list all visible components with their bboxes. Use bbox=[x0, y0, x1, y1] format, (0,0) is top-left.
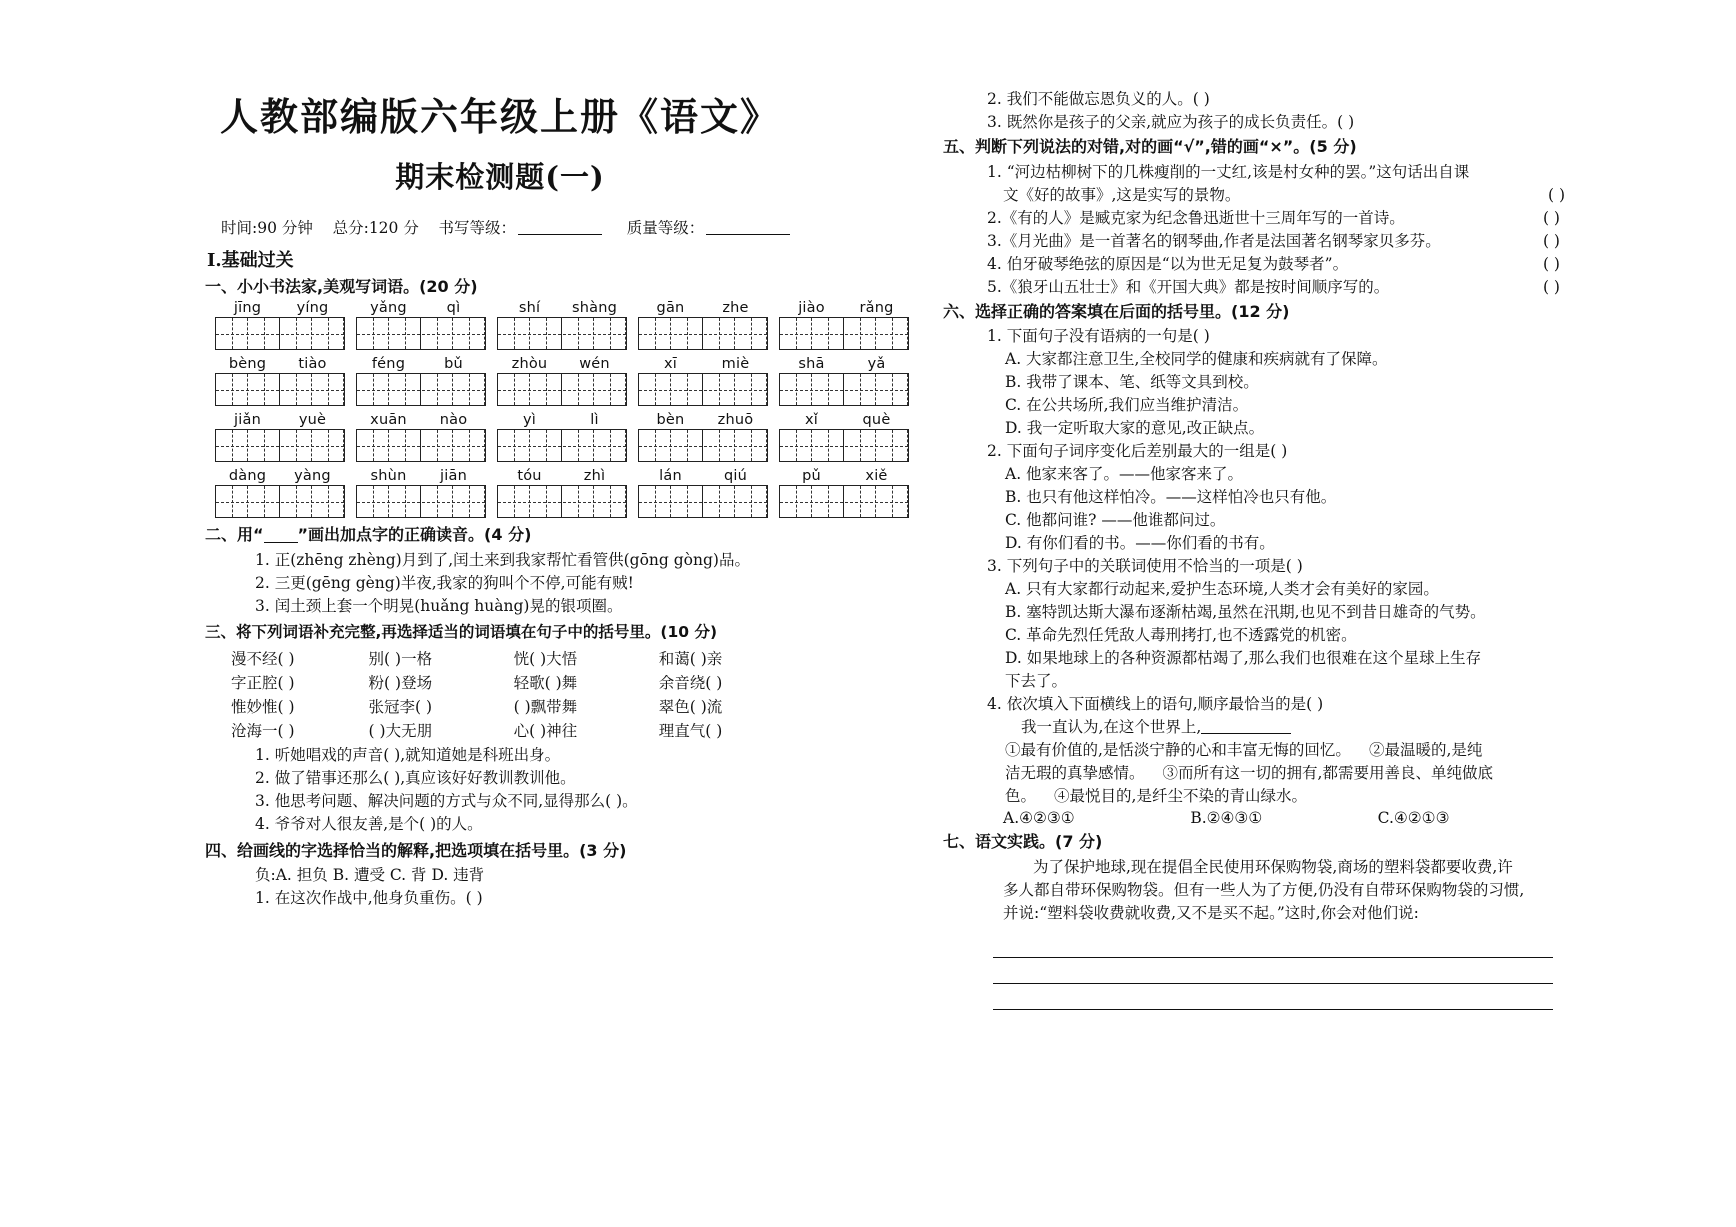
meta-quality-label: 质量等级： bbox=[626, 218, 705, 237]
underline-sample bbox=[264, 542, 298, 543]
pinyin-label: nào bbox=[439, 412, 468, 429]
q2-option[interactable]: A. 他家来客了。——他家客来了。 bbox=[1005, 465, 1244, 484]
truefalse-blank[interactable]: ( ) bbox=[1542, 231, 1560, 250]
q1-option[interactable]: B. 我带了课本、笔、纸等文具到校。 bbox=[1005, 373, 1259, 392]
q4-choices bbox=[1003, 809, 1565, 827]
pinyin-row bbox=[215, 412, 891, 462]
q4-choice[interactable]: B.②④③① bbox=[1190, 809, 1263, 828]
q3-option[interactable]: B. 塞特凯达斯大瀑布逐渐枯竭,虽然在汛期,也见不到昔日雄奇的气势。 bbox=[1005, 603, 1486, 622]
cell-hline bbox=[216, 390, 344, 391]
idiom-cell[interactable]: 和蔼( )亲 bbox=[658, 649, 723, 668]
tianzige-cells[interactable] bbox=[638, 317, 768, 350]
pinyin-group bbox=[356, 468, 486, 518]
right-column bbox=[943, 88, 1565, 1010]
q4-part: ①最有价值的,是恬淡宁静的心和丰富无悔的回忆。 bbox=[1005, 741, 1351, 760]
idiom-cell[interactable]: 余音绕( ) bbox=[658, 673, 723, 692]
pinyin-labels bbox=[356, 300, 486, 316]
pinyin-row bbox=[215, 300, 894, 350]
tianzige-cells[interactable] bbox=[497, 373, 627, 406]
q3-option[interactable]: D. 如果地球上的各种资源都枯竭了,那么我们也很难在这个星球上生存 bbox=[1005, 649, 1482, 668]
pinyin-label: jiào bbox=[798, 300, 825, 317]
section-5-item-text: 5.《狼牙山五壮士》和《开国大典》都是按时间顺序写的。 bbox=[987, 277, 1390, 296]
pinyin-group bbox=[497, 468, 627, 518]
section-5-item-text: 1. “河边枯柳树下的几株瘦削的一丈红,该是村女种的罢。”这句话出自课 bbox=[987, 162, 1470, 181]
section-5-item-cont bbox=[1003, 184, 1565, 206]
page-subtitle: 期末检测题(一) bbox=[395, 159, 605, 194]
cell-hline bbox=[357, 446, 485, 447]
tianzige-cells[interactable] bbox=[779, 429, 909, 462]
idiom-table bbox=[231, 646, 785, 742]
exam-meta bbox=[221, 216, 785, 238]
idiom-row bbox=[231, 646, 785, 670]
pinyin-labels bbox=[638, 300, 768, 316]
tianzige-cells[interactable] bbox=[215, 373, 345, 406]
pinyin-label: dàng bbox=[228, 468, 267, 485]
tianzige-cells[interactable] bbox=[356, 485, 486, 518]
pinyin-label: rǎng bbox=[859, 300, 894, 317]
cell-hline bbox=[216, 334, 344, 335]
pinyin-label: gān bbox=[656, 300, 685, 317]
q2-stem: 2. 下面句子词序变化后差别最大的一组是( ) bbox=[987, 442, 1288, 461]
pinyin-group bbox=[215, 412, 345, 462]
cell-hline bbox=[357, 390, 485, 391]
pinyin-label: zhì bbox=[583, 468, 606, 485]
pinyin-label: yǎ bbox=[867, 356, 886, 373]
pinyin-labels bbox=[215, 412, 345, 428]
pinyin-label: shàng bbox=[571, 300, 618, 317]
pinyin-label: pǔ bbox=[802, 468, 821, 485]
q4-part: 洁无瑕的真挚感情。 bbox=[1005, 764, 1145, 783]
tianzige-cells[interactable] bbox=[497, 485, 627, 518]
q1-options bbox=[965, 348, 1565, 439]
pinyin-labels bbox=[638, 412, 768, 428]
pinyin-group bbox=[497, 412, 627, 462]
tianzige-cells[interactable] bbox=[356, 429, 486, 462]
idiom-cell[interactable]: 沧海一( ) bbox=[231, 721, 295, 740]
section-2-heading bbox=[205, 524, 785, 546]
section-3-heading: 三、将下列词语补充完整,再选择适当的词语填在句子中的括号里。(10 分) bbox=[205, 622, 718, 641]
idiom-cell[interactable]: 恍( )大悟 bbox=[513, 649, 578, 668]
pinyin-group bbox=[779, 412, 909, 462]
tianzige-cells[interactable] bbox=[497, 429, 627, 462]
section-1-heading: 一、小小书法家,美观写词语。(20 分) bbox=[205, 276, 478, 296]
tianzige-cells[interactable] bbox=[638, 429, 768, 462]
q4-part: ②最温暖的,是纯 bbox=[1368, 741, 1483, 760]
pinyin-label: lán bbox=[659, 468, 682, 485]
pinyin-labels bbox=[497, 356, 627, 372]
cell-hline bbox=[357, 502, 485, 503]
section-2-heading-b: ”画出加点字的正确读音。(4 分) bbox=[297, 525, 532, 545]
idiom-cell[interactable]: 别( )一格 bbox=[368, 649, 433, 668]
idiom-cell[interactable]: ( )大无朋 bbox=[368, 721, 433, 740]
pinyin-label: bǔ bbox=[444, 356, 463, 373]
section-5-items bbox=[965, 161, 1565, 298]
pinyin-group bbox=[638, 356, 768, 406]
section-3-sentence[interactable]: 2. 做了错事还那么( ),真应该好好教训教训他。 bbox=[255, 768, 576, 787]
pinyin-label: qiú bbox=[723, 468, 748, 485]
section-3-sentence[interactable]: 4. 爷爷对人很友善,是个( )的人。 bbox=[255, 814, 483, 833]
q4-choice[interactable]: C.④②①③ bbox=[1377, 809, 1450, 828]
pinyin-labels bbox=[779, 300, 909, 316]
pinyin-labels bbox=[215, 300, 345, 316]
q4-lead-text: 我一直认为,在这个世界上, bbox=[1021, 718, 1202, 737]
pinyin-label: wén bbox=[579, 356, 610, 373]
q4-stem: 4. 依次填入下面横线上的语句,顺序最恰当的是( ) bbox=[987, 695, 1324, 714]
section-2-heading-a: 二、用“ bbox=[205, 525, 264, 545]
tianzige-cells[interactable] bbox=[779, 373, 909, 406]
pinyin-labels bbox=[356, 356, 486, 372]
cell-hline bbox=[639, 446, 767, 447]
pinyin-group bbox=[356, 412, 486, 462]
answer-line[interactable] bbox=[993, 932, 1553, 958]
tianzige-cells[interactable] bbox=[215, 317, 345, 350]
section-2-items bbox=[215, 549, 785, 617]
section-2-item[interactable]: 1. 正(zhēng zhèng)月到了,闰土来到我家帮忙看管供(gōng gòng)品。 bbox=[255, 550, 750, 569]
section-5-item[interactable] bbox=[987, 276, 1565, 298]
pinyin-label: féng bbox=[371, 356, 406, 373]
cell-hline bbox=[639, 502, 767, 503]
truefalse-blank[interactable]: ( ) bbox=[1542, 208, 1560, 227]
pinyin-label: zhòu bbox=[511, 356, 548, 373]
idiom-row bbox=[231, 694, 785, 718]
cell-hline bbox=[780, 446, 908, 447]
pinyin-row bbox=[215, 356, 886, 406]
pinyin-label: jīng bbox=[233, 300, 262, 317]
section-7-line: 为了保护地球,现在提倡全民使用环保购物袋,商场的塑料袋都要收费,许 bbox=[1033, 857, 1513, 876]
pinyin-group bbox=[356, 300, 486, 350]
tianzige-cells[interactable] bbox=[215, 485, 345, 518]
meta-time: 时间:90 分钟 bbox=[221, 218, 313, 237]
section-7-line: 多人都自带环保购物袋。但有一些人为了方便,仍没有自带环保购物袋的习惯, bbox=[1003, 880, 1525, 899]
pinyin-group bbox=[356, 356, 486, 406]
cell-hline bbox=[780, 502, 908, 503]
section-3-sentence[interactable]: 1. 听她唱戏的声音( ),就知道她是科班出身。 bbox=[255, 745, 561, 764]
left-column bbox=[205, 94, 894, 910]
pinyin-group bbox=[638, 468, 768, 518]
pinyin-label: xǐ bbox=[804, 412, 818, 429]
tianzige-cells[interactable] bbox=[779, 485, 909, 518]
cell-hline bbox=[639, 334, 767, 335]
pinyin-group bbox=[215, 356, 345, 406]
pinyin-labels bbox=[779, 412, 909, 428]
section-4-gloss: 负:A. 担负 B. 遭受 C. 背 D. 违背 bbox=[255, 866, 485, 885]
section-2-item[interactable]: 3. 闰土颈上套一个明晃(huǎng huàng)晃的银项圈。 bbox=[255, 596, 623, 615]
pinyin-label: bèng bbox=[228, 356, 267, 373]
pinyin-group bbox=[638, 300, 768, 350]
pinyin-label: shùn bbox=[370, 468, 407, 485]
pinyin-labels bbox=[638, 468, 768, 484]
pinyin-label: shā bbox=[798, 356, 825, 373]
pinyin-group bbox=[779, 468, 909, 518]
section-6-heading: 六、选择正确的答案填在后面的括号里。(12 分) bbox=[943, 301, 1290, 321]
section-3-sentences bbox=[215, 744, 785, 835]
q1-option[interactable]: C. 在公共场所,我们应当维护清洁。 bbox=[1005, 396, 1249, 415]
pinyin-label: xuān bbox=[370, 412, 407, 429]
section-4-item-2: 2. 我们不能做忘恩负义的人。( ) bbox=[987, 90, 1210, 108]
pinyin-grid-block bbox=[215, 300, 894, 518]
cell-hline bbox=[216, 446, 344, 447]
cell-hline bbox=[498, 390, 626, 391]
q4-parts bbox=[965, 739, 1565, 807]
pinyin-labels bbox=[779, 356, 909, 372]
idiom-cell[interactable]: 翠色( )流 bbox=[658, 697, 723, 716]
pinyin-labels bbox=[638, 356, 768, 372]
pinyin-label: xiě bbox=[865, 468, 888, 485]
cell-hline bbox=[498, 446, 626, 447]
section-4-heading: 四、给画线的字选择恰当的解释,把选项填在括号里。(3 分) bbox=[205, 840, 627, 860]
cell-hline bbox=[216, 502, 344, 503]
answer-line[interactable] bbox=[993, 958, 1553, 984]
section-4-item-1: 1. 在这次作战中,他身负重伤。( ) bbox=[255, 889, 483, 908]
section-7-heading: 七、语文实践。(7 分) bbox=[943, 832, 1103, 852]
q2-options bbox=[965, 463, 1565, 554]
pinyin-label: qì bbox=[446, 300, 461, 317]
pinyin-label: xī bbox=[663, 356, 677, 373]
pinyin-label: miè bbox=[721, 356, 750, 373]
q3-options bbox=[965, 578, 1565, 692]
q1-option[interactable]: A. 大家都注意卫生,全校同学的健康和疾病就有了保障。 bbox=[1005, 350, 1388, 369]
pinyin-labels bbox=[497, 468, 627, 484]
tianzige-cells[interactable] bbox=[638, 485, 768, 518]
q4-part: ③而所有这一切的拥有,都需要用善良、单纯做底 bbox=[1162, 764, 1493, 783]
section-5-item[interactable] bbox=[987, 161, 1565, 183]
answer-line[interactable] bbox=[993, 984, 1553, 1010]
q4-part-line bbox=[1005, 785, 1565, 807]
q4-part-line bbox=[1005, 762, 1565, 784]
pinyin-group bbox=[779, 300, 909, 350]
pinyin-label: tiào bbox=[298, 356, 327, 373]
pinyin-label: bèn bbox=[656, 412, 685, 429]
section-7-body bbox=[965, 856, 1565, 924]
idiom-cell[interactable]: ( )飘带舞 bbox=[513, 697, 578, 716]
pinyin-group bbox=[497, 300, 627, 350]
idiom-cell[interactable]: 心( )神往 bbox=[513, 721, 578, 740]
cell-hline bbox=[780, 334, 908, 335]
section-7-line: 并说:“塑料袋收费就收费,又不是买不起。”这时,你会对他们说: bbox=[1003, 903, 1419, 922]
q1-option[interactable]: D. 我一定听取大家的意见,改正缺点。 bbox=[1005, 419, 1265, 438]
q1-stem: 1. 下面句子没有语病的一句是( ) bbox=[987, 327, 1210, 346]
pinyin-label: yǎng bbox=[370, 300, 407, 317]
truefalse-blank[interactable]: ( ) bbox=[1547, 185, 1565, 204]
pinyin-labels bbox=[779, 468, 909, 484]
q4-part: 色。 bbox=[1005, 787, 1037, 806]
cell-hline bbox=[780, 390, 908, 391]
q3-option[interactable]: A. 只有大家都行动起来,爱护生态环境,人类才会有美好的家园。 bbox=[1005, 580, 1439, 599]
pinyin-row bbox=[215, 468, 888, 518]
idiom-row bbox=[231, 670, 785, 694]
idiom-cell[interactable]: 张冠李( ) bbox=[368, 697, 433, 716]
q2-option[interactable]: D. 有你们看的书。——你们看的书有。 bbox=[1005, 534, 1275, 553]
pinyin-label: yì bbox=[522, 412, 536, 429]
pinyin-group bbox=[215, 468, 345, 518]
section-5-item[interactable] bbox=[987, 253, 1565, 275]
idiom-cell[interactable]: 漫不经( ) bbox=[231, 649, 295, 668]
pinyin-group bbox=[638, 412, 768, 462]
tianzige-cells[interactable] bbox=[779, 317, 909, 350]
q4-choice[interactable]: A.④②③① bbox=[1003, 809, 1075, 828]
pinyin-labels bbox=[356, 468, 486, 484]
pinyin-label: tóu bbox=[517, 468, 542, 485]
section-5-item[interactable] bbox=[987, 207, 1565, 229]
truefalse-blank[interactable]: ( ) bbox=[1542, 254, 1560, 273]
meta-writing-label: 书写等级： bbox=[438, 218, 517, 237]
q4-part: ④最悦目的,是纤尘不染的青山绿水。 bbox=[1054, 787, 1307, 806]
pinyin-labels bbox=[215, 468, 345, 484]
pinyin-group bbox=[779, 356, 909, 406]
section-4-item-3: 3. 既然你是孩子的父亲,就应为孩子的成长负责任。( ) bbox=[987, 113, 1355, 131]
cell-hline bbox=[498, 334, 626, 335]
section-5-item-text: 4. 伯牙破琴绝弦的原因是“以为世无足复为鼓琴者”。 bbox=[987, 254, 1349, 273]
pinyin-label: jiān bbox=[440, 468, 467, 485]
q2-option[interactable]: C. 他都问谁? ——他谁都问过。 bbox=[1005, 511, 1226, 530]
writing-grade-blank[interactable] bbox=[518, 234, 602, 235]
idiom-cell[interactable]: 惟妙惟( ) bbox=[231, 697, 295, 716]
pinyin-label: zhe bbox=[722, 300, 749, 317]
cell-hline bbox=[639, 390, 767, 391]
section-5-heading: 五、判断下列说法的对错,对的画“√”,错的画“×”。(5 分) bbox=[943, 137, 1357, 156]
section-5-item-text: 3.《月光曲》是一首著名的钢琴曲,作者是法国著名钢琴家贝多芬。 bbox=[987, 231, 1441, 250]
q3-option[interactable]: 下去了。 bbox=[1005, 672, 1068, 691]
section-3-sentence[interactable]: 3. 他思考问题、解决问题的方式与众不同,显得那么( )。 bbox=[255, 791, 638, 810]
pinyin-label: jiǎn bbox=[234, 412, 261, 429]
quality-grade-blank[interactable] bbox=[706, 234, 790, 235]
idiom-cell[interactable]: 理直气( ) bbox=[658, 721, 723, 740]
section-5-item-text2: 文《好的故事》,这是实写的景物。 bbox=[1003, 185, 1241, 204]
pinyin-label: shí bbox=[518, 300, 541, 317]
pinyin-group bbox=[215, 300, 345, 350]
idiom-row bbox=[231, 718, 785, 742]
pinyin-label: yuè bbox=[298, 412, 327, 429]
tianzige-cells[interactable] bbox=[497, 317, 627, 350]
section-5-item[interactable] bbox=[987, 230, 1565, 252]
q4-blank[interactable] bbox=[1201, 733, 1291, 734]
meta-total: 总分:120 分 bbox=[332, 218, 419, 237]
tianzige-cells[interactable] bbox=[638, 373, 768, 406]
pinyin-labels bbox=[497, 412, 627, 428]
pinyin-labels bbox=[497, 300, 627, 316]
truefalse-blank[interactable]: ( ) bbox=[1542, 277, 1560, 296]
tianzige-cells[interactable] bbox=[356, 373, 486, 406]
pinyin-group bbox=[497, 356, 627, 406]
section-5-item-text: 2.《有的人》是臧克家为纪念鲁迅逝世十三周年写的一首诗。 bbox=[987, 208, 1405, 227]
idiom-cell[interactable]: 字正腔( ) bbox=[231, 673, 295, 692]
section-7-answer-area[interactable] bbox=[993, 932, 1565, 1010]
cell-hline bbox=[498, 502, 626, 503]
part-one-heading: Ⅰ.基础过关 bbox=[207, 249, 294, 271]
q4-part-line bbox=[1005, 739, 1565, 761]
pinyin-label: yàng bbox=[294, 468, 331, 485]
pinyin-labels bbox=[215, 356, 345, 372]
idiom-cell[interactable]: 轻歌( )舞 bbox=[513, 673, 578, 692]
tianzige-cells[interactable] bbox=[215, 429, 345, 462]
idiom-cell[interactable]: 粉( )登场 bbox=[368, 673, 433, 692]
cell-hline bbox=[357, 334, 485, 335]
section-2-item[interactable]: 2. 三更(gēng gèng)半夜,我家的狗叫个不停,可能有贼! bbox=[255, 573, 634, 592]
q3-option[interactable]: C. 革命先烈任凭敌人毒刑拷打,也不透露党的机密。 bbox=[1005, 626, 1357, 645]
pinyin-label: yíng bbox=[296, 300, 329, 317]
q3-stem: 3. 下列句子中的关联词使用不恰当的一项是( ) bbox=[987, 557, 1303, 576]
pinyin-label: lì bbox=[590, 412, 599, 429]
tianzige-cells[interactable] bbox=[356, 317, 486, 350]
pinyin-label: zhuō bbox=[717, 412, 754, 429]
pinyin-label: què bbox=[862, 412, 891, 429]
pinyin-labels bbox=[356, 412, 486, 428]
page-title: 人教部编版六年级上册《语文》 bbox=[219, 94, 780, 139]
q2-option[interactable]: B. 也只有他这样怕冷。——这样怕冷也只有他。 bbox=[1005, 488, 1337, 507]
q4-lead bbox=[1021, 716, 1565, 738]
